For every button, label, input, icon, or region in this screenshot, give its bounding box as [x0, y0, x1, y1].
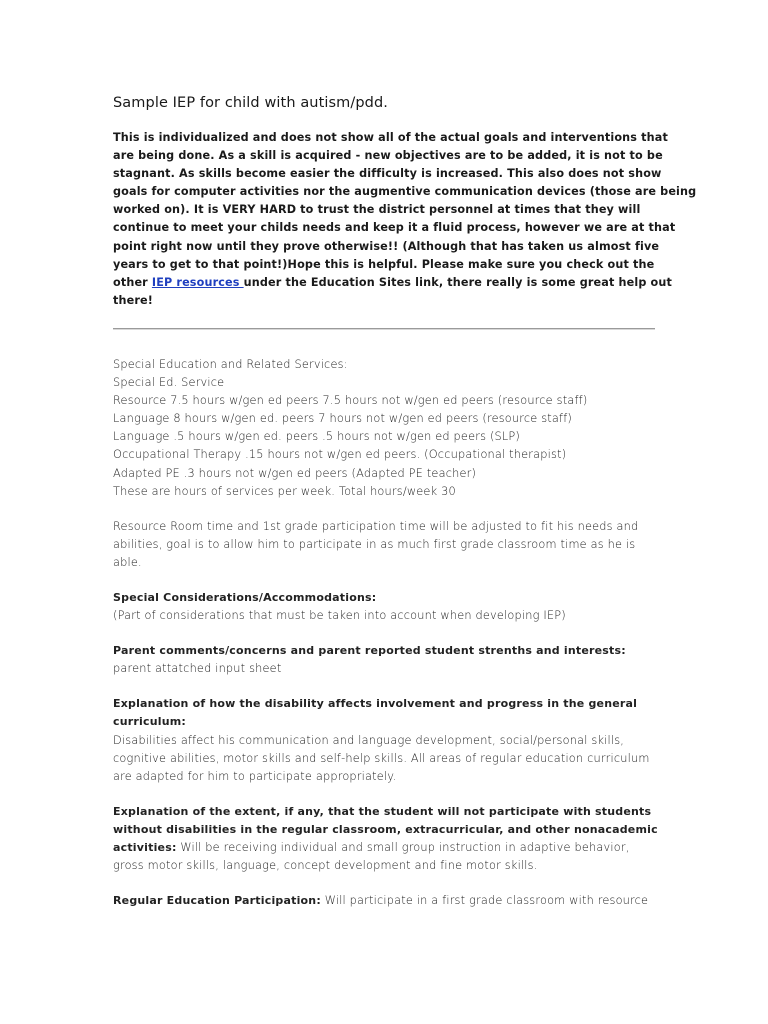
intro-line: stagnant. As skills become easier the difficulty is increased. This also does not show: [113, 167, 662, 181]
iep-resources-link[interactable]: IEP resources: [151, 275, 244, 289]
intro-line: years to get to that point!)Hope this is helpful. Please make sure you check out the: [113, 257, 655, 271]
horizontal-divider: [113, 328, 655, 330]
extent-label: without disabilities in the regular classroom, extracurricular, and other nonacademic: [113, 822, 658, 836]
services-section: [113, 356, 658, 501]
disability-section: [113, 695, 658, 785]
considerations-text: (Part of considerations that must be taken into account when developing IEP): [113, 609, 566, 623]
extent-text: Will be receiving individual and small group instruction in adaptive behavior,: [176, 841, 630, 854]
regular-education-text: Will participate in a first grade classroom with resource: [320, 894, 649, 908]
intro-line: continue to meet your childs needs and keep it a fluid process, however we are at that: [113, 221, 676, 235]
intro-line: point right now until they prove otherwise!! (Although that has taken us almost five: [113, 239, 660, 253]
intro-text: under the Education Sites link, there really is some great help out: [243, 275, 673, 289]
document-page: [113, 92, 697, 927]
intro-line: there!: [113, 293, 154, 307]
extent-label: Explanation of the extent, if any, that the student will not participate with students: [113, 804, 652, 818]
paragraph-line: [113, 892, 658, 910]
intro-line: [113, 274, 673, 292]
service-item: These are hours of services per week. Total hours/week 30: [113, 484, 456, 498]
paragraph-line: [113, 839, 658, 857]
intro-line: are being done. As a skill is acquired - new objectives are to be added, it is not to be: [113, 149, 663, 163]
considerations-label: Special Considerations/Accommodations:: [113, 590, 377, 604]
service-item: Resource 7.5 hours w/gen ed peers 7.5 hours not w/gen ed peers (resource staff): [113, 394, 588, 408]
paragraph-line: gross motor skills, language, concept development and fine motor skills.: [113, 859, 538, 873]
service-item: Occupational Therapy .15 hours not w/gen ed peers. (Occupational therapist): [113, 448, 567, 462]
paragraph-line: abilities, goal is to allow him to participate in as much first grade classroom time as he is: [113, 537, 636, 551]
parent-label: Parent comments/concerns and parent reported student strenths and interests:: [113, 644, 626, 658]
intro-line: goals for computer activities nor the augmentive communication devices (those are being: [113, 185, 697, 199]
considerations-section: [113, 589, 658, 625]
intro-text: other: [113, 275, 152, 289]
parent-section: [113, 642, 658, 678]
paragraph-line: Resource Room time and 1st grade participation time will be adjusted to fit his needs and: [113, 519, 639, 533]
services-heading: Special Education and Related Services:: [113, 357, 348, 371]
extent-section: [113, 803, 658, 875]
paragraph-line: are adapted for him to participate appropriately.: [113, 769, 397, 783]
regular-education-section: [113, 892, 658, 910]
intro-line: This is individualized and does not show all of the actual goals and interventions that: [113, 131, 668, 144]
service-item: Language .5 hours w/gen ed. peers .5 hours not w/gen ed peers (SLP): [113, 430, 521, 444]
paragraph-line: able.: [113, 555, 142, 569]
paragraph-line: Disabilities affect his communication and language development, social/personal skills,: [113, 733, 625, 747]
extent-label: activities:: [113, 841, 177, 854]
service-item: Language 8 hours w/gen ed. peers 7 hours not w/gen ed peers (resource staff): [113, 412, 573, 426]
intro-paragraph: [113, 129, 697, 310]
resource-room-section: [113, 518, 658, 572]
paragraph-line: cognitive abilities, motor skills and self-help skills. All areas of regular education curriculum: [113, 751, 650, 765]
service-item: Adapted PE .3 hours not w/gen ed peers (Adapted PE teacher): [113, 466, 477, 480]
regular-education-label: Regular Education Participation:: [113, 894, 321, 908]
disability-label: curriculum:: [113, 715, 186, 729]
intro-line: worked on). It is VERY HARD to trust the district personnel at times that they will: [113, 203, 641, 217]
parent-text: parent attatched input sheet: [113, 662, 282, 676]
document-body: [113, 356, 658, 910]
document-title: Sample IEP for child with autism/pdd.: [113, 95, 388, 111]
disability-label: Explanation of how the disability affects involvement and progress in the general: [113, 697, 638, 711]
services-subheading: Special Ed. Service: [113, 376, 225, 390]
